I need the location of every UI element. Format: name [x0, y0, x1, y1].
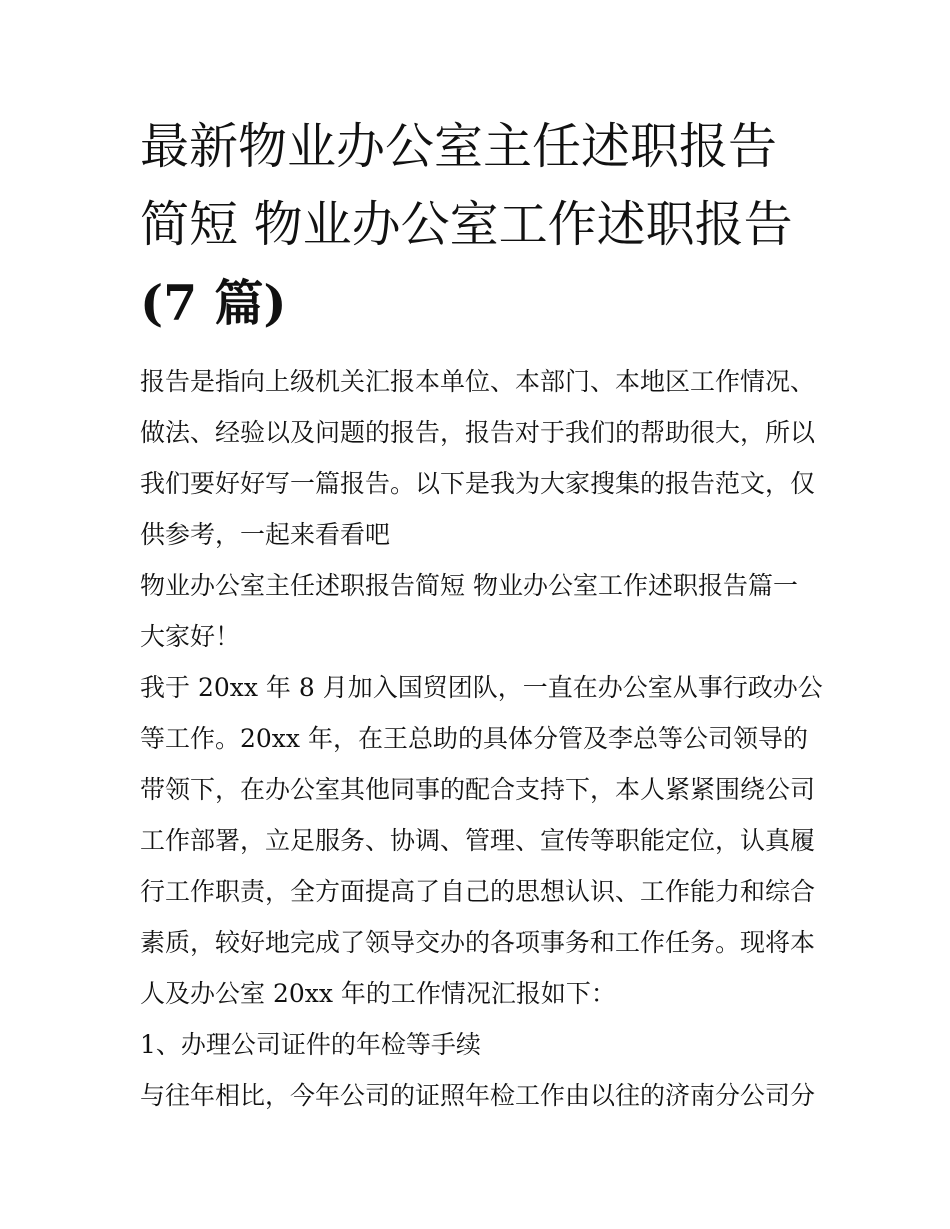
document-body: [140, 356, 823, 1121]
paragraph-line-5: 行工作职责，全方面提高了自己的思想认识、工作能力和综合: [140, 877, 816, 906]
paragraph-line-2: 等工作。20xx 年，在王总助的具体分管及李总等公司领导的: [140, 724, 808, 753]
intro-line-2: 做法、经验以及问题的报告，报告对于我们的帮助很大，所以: [140, 418, 816, 447]
title-line-3: (7 篇): [140, 274, 287, 332]
intro-line-4: 供参考，一起来看看吧: [140, 520, 391, 549]
intro-line-3: 我们要好好写一篇报告。以下是我为大家搜集的报告范文，仅: [140, 469, 816, 498]
greeting-line: 大家好！: [140, 622, 241, 651]
paragraph-line-3: 带领下，在办公室其他同事的配合支持下，本人紧紧围绕公司: [140, 775, 816, 804]
section-heading: 物业办公室主任述职报告简短 物业办公室工作述职报告篇一: [140, 571, 798, 600]
paragraph-line-4: 工作部署，立足服务、协调、管理、宣传等职能定位，认真履: [140, 826, 816, 855]
title-line-1: 最新物业办公室主任述职报告: [140, 118, 778, 175]
document-title: [140, 108, 820, 342]
title-line-2: 简短 物业办公室工作述职报告: [140, 196, 793, 253]
intro-line-1: 报告是指向上级机关汇报本单位、本部门、本地区工作情况、: [140, 367, 816, 396]
subheading-1: 1、办理公司证件的年检等手续: [140, 1030, 481, 1059]
paragraph-line-6: 素质，较好地完成了领导交办的各项事务和工作任务。现将本: [140, 928, 816, 957]
paragraph-line-1: 我于 20xx 年 8 月加入国贸团队，一直在办公室从事行政办公: [140, 673, 823, 702]
paragraph2-line-1: 与往年相比，今年公司的证照年检工作由以往的济南分公司分: [140, 1081, 816, 1110]
paragraph-line-7: 人及办公室 20xx 年的工作情况汇报如下：: [140, 979, 616, 1008]
